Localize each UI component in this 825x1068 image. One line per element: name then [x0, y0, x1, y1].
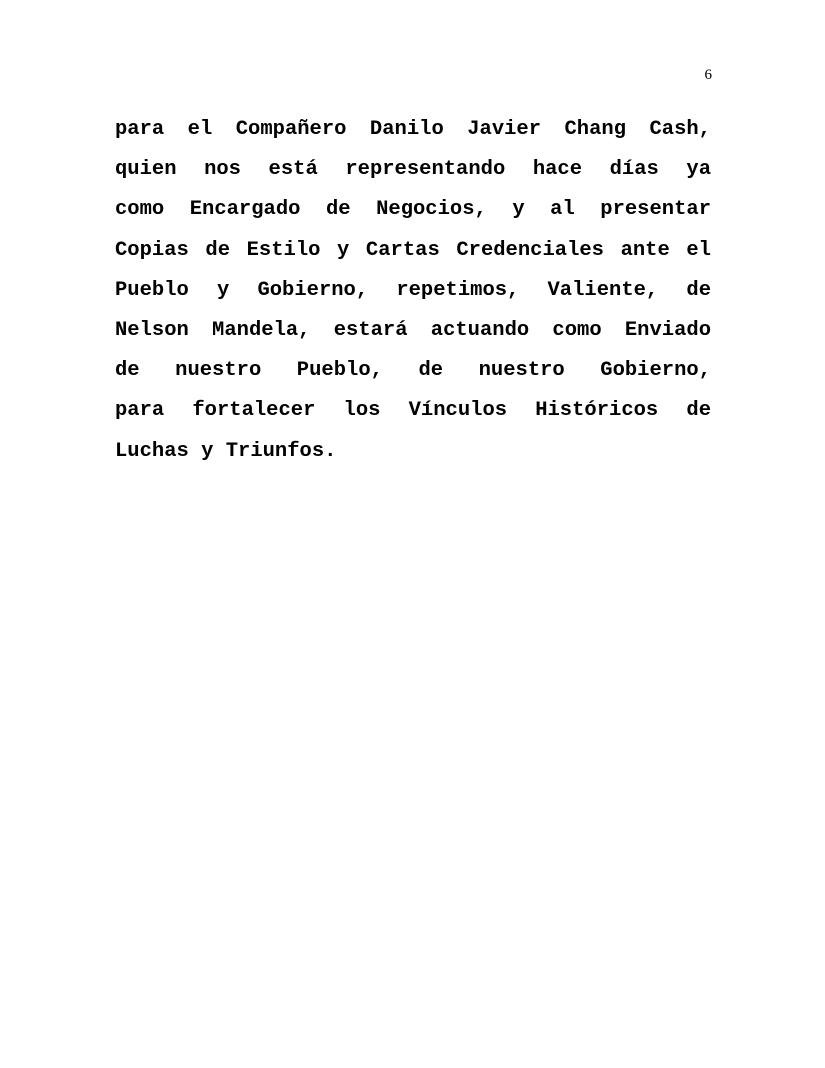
paragraph-line: como Encargado de Negocios, y al presentar	[115, 198, 711, 222]
body-paragraph	[115, 110, 711, 472]
paragraph-line: quien nos está representando hace días ya	[115, 158, 711, 182]
paragraph-line: Copias de Estilo y Cartas Credenciales ante el	[115, 238, 711, 262]
paragraph-line: para fortalecer los Vínculos Históricos de	[115, 399, 711, 423]
paragraph-line: para el Compañero Danilo Javier Chang Cash,	[115, 118, 711, 141]
paragraph-line: Luchas y Triunfos.	[115, 439, 337, 463]
paragraph-line: de nuestro Pueblo, de nuestro Gobierno,	[115, 359, 711, 383]
paragraph-line: Nelson Mandela, estará actuando como Enviado	[115, 318, 711, 342]
paragraph-line: Pueblo y Gobierno, repetimos, Valiente, de	[115, 278, 711, 302]
page-number: 6	[704, 67, 712, 83]
